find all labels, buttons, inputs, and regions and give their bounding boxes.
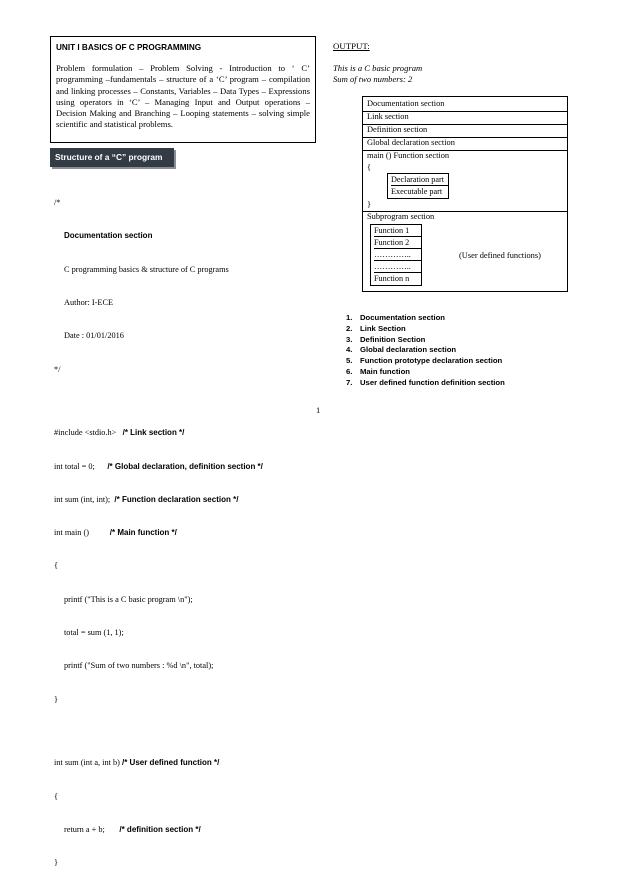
code-comment: /* Link section */ <box>122 428 185 438</box>
main-parts-box <box>387 173 449 199</box>
list-item: 5. Function prototype declaration section <box>346 356 503 366</box>
code-line: Date : 01/01/2016 <box>64 331 124 341</box>
code-line: /* <box>54 198 61 208</box>
function-ellipsis: ………….. <box>374 249 421 261</box>
list-item: 6. Main function <box>346 366 410 376</box>
code-line: Author: I-ECE <box>64 298 114 308</box>
code-line <box>54 461 316 472</box>
unit-summary-box <box>50 36 316 143</box>
function-2: Function 2 <box>374 237 421 249</box>
sections-list <box>346 313 505 389</box>
output-line: Sum of two numbers: 2 <box>333 74 413 84</box>
code-line: { <box>54 561 58 571</box>
code-line <box>54 427 316 438</box>
list-item: 3. Definition Section <box>346 334 426 344</box>
code-comment: /* Function declaration section */ <box>114 494 239 504</box>
code-text: int total = 0; <box>54 461 108 471</box>
code-line: total = sum (1, 1); <box>64 628 124 638</box>
code-line: C programming basics & structure of C programs <box>64 264 229 274</box>
program-structure-diagram <box>362 96 568 292</box>
diagram-link-section: Link section <box>367 112 409 121</box>
unit-description: Problem formulation – Problem Solving - Introduction to ‘ C’ programming –fundamentals – structure of a ‘C’ program – compilation and linking processes – Constants, Variables – Data Types – Expressions using operators in ‘C’ – Managing Input and Output operations – Decision Making and Branching – Looping statements – solving simple scientific and statistical problems. <box>56 63 310 130</box>
code-comment: /* definition section */ <box>119 824 201 834</box>
code-comment: /* User defined function */ <box>121 758 220 768</box>
list-item: 4. Global declaration section <box>346 345 457 355</box>
code-line <box>54 824 316 835</box>
diagram-definition-section: Definition section <box>367 125 428 134</box>
list-item: 7. User defined function definition section <box>346 377 505 387</box>
list-item: 1. Documentation section <box>346 313 445 322</box>
code-line <box>54 757 316 768</box>
user-defined-functions-label: (User defined functions) <box>459 251 541 260</box>
code-text: #include <stdio.h> <box>54 428 123 438</box>
functions-box <box>370 224 422 286</box>
code-line: { <box>54 791 58 801</box>
code-line: } <box>54 858 58 868</box>
code-line <box>54 527 316 538</box>
code-listing <box>54 175 316 879</box>
diagram-documentation-section: Documentation section <box>367 99 445 108</box>
output-line: This is a C basic program <box>333 63 423 73</box>
code-comment: /* Main function */ <box>109 528 177 538</box>
code-line <box>54 494 316 505</box>
code-text: int main () <box>54 528 110 538</box>
code-line <box>54 230 316 241</box>
code-line: } <box>54 694 58 704</box>
code-text: int sum (int a, int b) <box>54 758 122 768</box>
declaration-part: Declaration part <box>391 174 448 186</box>
code-comment: /* Global declaration, definition section */ <box>107 461 263 471</box>
function-1: Function 1 <box>374 225 421 237</box>
list-item: 2. Link Section <box>346 323 406 333</box>
output-label: OUTPUT: <box>333 41 370 51</box>
diagram-close-brace: } <box>367 200 372 209</box>
diagram-open-brace: { <box>367 163 372 172</box>
code-comment: Documentation section <box>64 231 153 241</box>
code-text: return a + b; <box>64 824 120 834</box>
diagram-global-declaration-section: Global declaration section <box>367 138 455 147</box>
section-heading: Structure of a “C” program <box>50 148 174 167</box>
diagram-subprogram-section: Subprogram section <box>367 212 435 221</box>
diagram-main-function-section: main () Function section <box>367 151 450 160</box>
page-number: 1 <box>316 405 321 415</box>
code-line: */ <box>54 364 61 374</box>
function-n: Function n <box>374 274 410 283</box>
code-line: printf ("This is a C basic program \n"); <box>64 594 193 604</box>
code-line: printf ("Sum of two numbers : %d \n", total); <box>64 661 214 671</box>
code-text: int sum (int, int); <box>54 494 115 504</box>
function-ellipsis: ………….. <box>374 261 421 273</box>
executable-part: Executable part <box>391 187 443 196</box>
unit-title: UNIT I BASICS OF C PROGRAMMING <box>56 43 202 52</box>
